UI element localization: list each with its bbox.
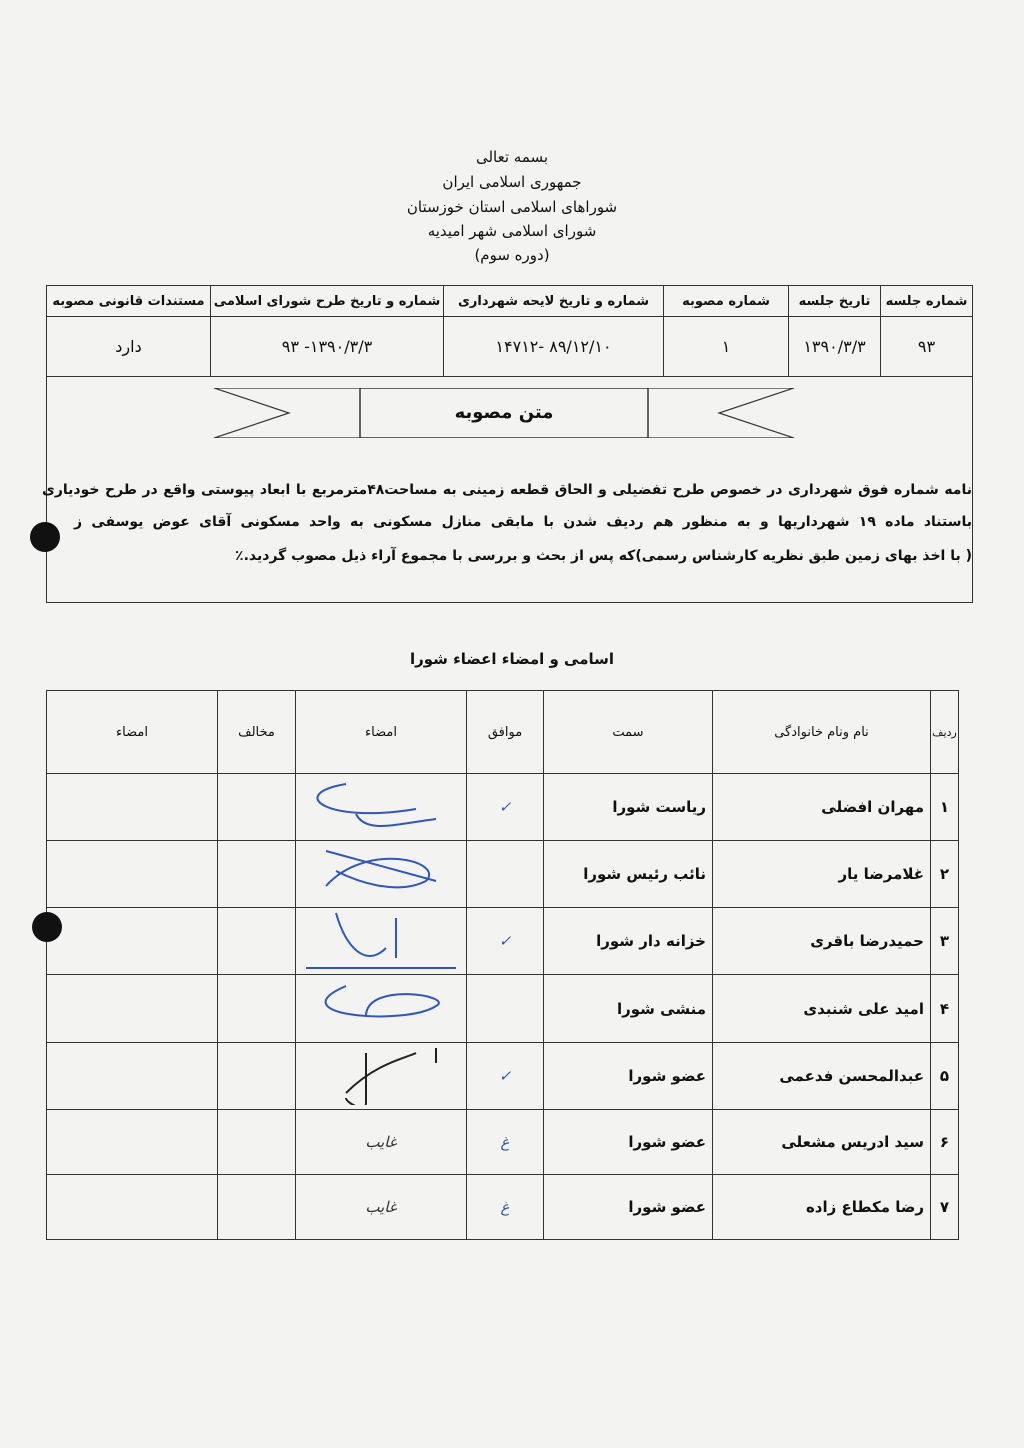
agree-mark: غ bbox=[467, 1175, 544, 1240]
oppose-mark bbox=[218, 841, 296, 908]
header-oppose: مخالف bbox=[218, 691, 296, 774]
header-councils: شوراهای اسلامی استان خوزستان bbox=[406, 198, 618, 216]
municipal-bill: ۸۹/۱۲/۱۰ -۱۴۷۱۲ bbox=[444, 317, 664, 377]
header-republic: جمهوری اسلامی ایران bbox=[442, 173, 582, 191]
header-resolution-number: شماره مصوبه bbox=[664, 286, 789, 317]
signature-2 bbox=[47, 908, 218, 975]
header-term: (دوره سوم) bbox=[474, 246, 550, 264]
member-role: منشی شورا bbox=[544, 975, 713, 1043]
punch-hole bbox=[32, 912, 62, 942]
member-row bbox=[47, 1043, 959, 1110]
signature-text: غایب bbox=[365, 1198, 397, 1216]
council-plan: ۱۳۹۰/۳/۳- ۹۳ bbox=[211, 317, 444, 377]
member-name: غلامرضا یار bbox=[713, 841, 931, 908]
session-number: ۹۳ bbox=[881, 317, 973, 377]
signature-text: غایب bbox=[365, 1133, 397, 1151]
member-name: امید علی شنبدی bbox=[713, 975, 931, 1043]
punch-hole bbox=[30, 522, 60, 552]
member-role: خزانه دار شورا bbox=[544, 908, 713, 975]
oppose-mark bbox=[218, 1043, 296, 1110]
header-legal-basis: مستندات قانونی مصوبه bbox=[47, 286, 211, 317]
row-number: ۳ bbox=[931, 908, 959, 975]
session-date: ۱۳۹۰/۳/۳ bbox=[789, 317, 881, 377]
signature-scribble bbox=[306, 908, 456, 970]
agree-mark bbox=[467, 841, 544, 908]
signature-scribble bbox=[306, 841, 456, 903]
resolution-line-2: باستناد ماده ۱۹ شهرداریها و به منظور هم ردیف شدن با مابقی منازل مسکونی به واحد مسکونی آقای عوض یوسفی ز bbox=[74, 514, 973, 530]
signature-scribble bbox=[306, 1043, 456, 1105]
signature-2 bbox=[47, 774, 218, 841]
signature-2 bbox=[47, 1175, 218, 1240]
agree-mark: ✓ bbox=[467, 908, 544, 975]
header-signature: امضاء bbox=[296, 691, 467, 774]
header-session-date: تاریخ جلسه bbox=[789, 286, 881, 317]
member-role: عضو شورا bbox=[544, 1110, 713, 1175]
header-council-plan: شماره و تاریخ طرح شورای اسلامی bbox=[211, 286, 444, 317]
signature bbox=[296, 841, 467, 908]
member-row bbox=[47, 774, 959, 841]
member-role: عضو شورا bbox=[544, 1175, 713, 1240]
row-number: ۶ bbox=[931, 1110, 959, 1175]
row-number: ۱ bbox=[931, 774, 959, 841]
agree-mark: ✓ bbox=[467, 774, 544, 841]
member-name: عبدالمحسن فدعمی bbox=[713, 1043, 931, 1110]
row-number: ۷ bbox=[931, 1175, 959, 1240]
oppose-mark bbox=[218, 1110, 296, 1175]
oppose-mark bbox=[218, 774, 296, 841]
member-role: عضو شورا bbox=[544, 1043, 713, 1110]
header-city-council: شورای اسلامی شهر امیدیه bbox=[427, 222, 597, 240]
row-number: ۴ bbox=[931, 975, 959, 1043]
oppose-mark bbox=[218, 975, 296, 1043]
member-name: حمیدرضا باقری bbox=[713, 908, 931, 975]
member-role: ریاست شورا bbox=[544, 774, 713, 841]
member-row bbox=[47, 841, 959, 908]
signature-2 bbox=[47, 975, 218, 1043]
member-name: مهران افضلی bbox=[713, 774, 931, 841]
signature bbox=[296, 1175, 467, 1240]
member-row bbox=[47, 908, 959, 975]
agree-mark bbox=[467, 975, 544, 1043]
member-row bbox=[47, 1175, 959, 1240]
header-agree: موافق bbox=[467, 691, 544, 774]
agree-mark: غ bbox=[467, 1110, 544, 1175]
signature-2 bbox=[47, 1110, 218, 1175]
resolution-line-3: ( با اخذ بهای زمین طبق نظریه کارشناس رسمی)که پس از بحث و بررسی با مجموع آراء ذیل مصوب گردید.٪ bbox=[235, 548, 972, 564]
header-role: سمت bbox=[544, 691, 713, 774]
row-number: ۵ bbox=[931, 1043, 959, 1110]
members-title: اسامی و امضاء اعضاء شورا bbox=[409, 650, 615, 668]
member-row bbox=[47, 1110, 959, 1175]
signature bbox=[296, 1110, 467, 1175]
member-row bbox=[47, 975, 959, 1043]
members-table bbox=[46, 690, 959, 1240]
oppose-mark bbox=[218, 1175, 296, 1240]
signature bbox=[296, 908, 467, 975]
header-session-number: شماره جلسه bbox=[881, 286, 973, 317]
resolution-title: متن مصوبه bbox=[454, 402, 554, 423]
row-number: ۲ bbox=[931, 841, 959, 908]
signature-scribble bbox=[306, 774, 456, 836]
member-role: نائب رئیس شورا bbox=[544, 841, 713, 908]
resolution-number: ۱ bbox=[664, 317, 789, 377]
signature bbox=[296, 975, 467, 1043]
signature-2 bbox=[47, 841, 218, 908]
member-name: رضا مکطاع زاده bbox=[713, 1175, 931, 1240]
oppose-mark bbox=[218, 908, 296, 975]
header-municipal-bill: شماره و تاریخ لایحه شهرداری bbox=[444, 286, 664, 317]
session-table bbox=[46, 285, 973, 377]
legal-basis: دارد bbox=[47, 317, 211, 377]
header-row-number: ردیف bbox=[931, 691, 959, 774]
signature-2 bbox=[47, 1043, 218, 1110]
signature bbox=[296, 774, 467, 841]
agree-mark: ✓ bbox=[467, 1043, 544, 1110]
signature-scribble bbox=[306, 976, 456, 1038]
signature bbox=[296, 1043, 467, 1110]
resolution-line-1: نامه شماره فوق شهرداری در خصوص طرح تفضیلی و الحاق قطعه زمینی به مساحت۴۸مترمربع با ابعاد پیوستی واقع در طرح خودیاری bbox=[42, 482, 972, 498]
header-signature-2: امضاء bbox=[47, 691, 218, 774]
header-name: نام ونام خانوادگی bbox=[713, 691, 931, 774]
header-bismillah: بسمه تعالی bbox=[475, 148, 549, 166]
member-name: سید ادریس مشعلی bbox=[713, 1110, 931, 1175]
